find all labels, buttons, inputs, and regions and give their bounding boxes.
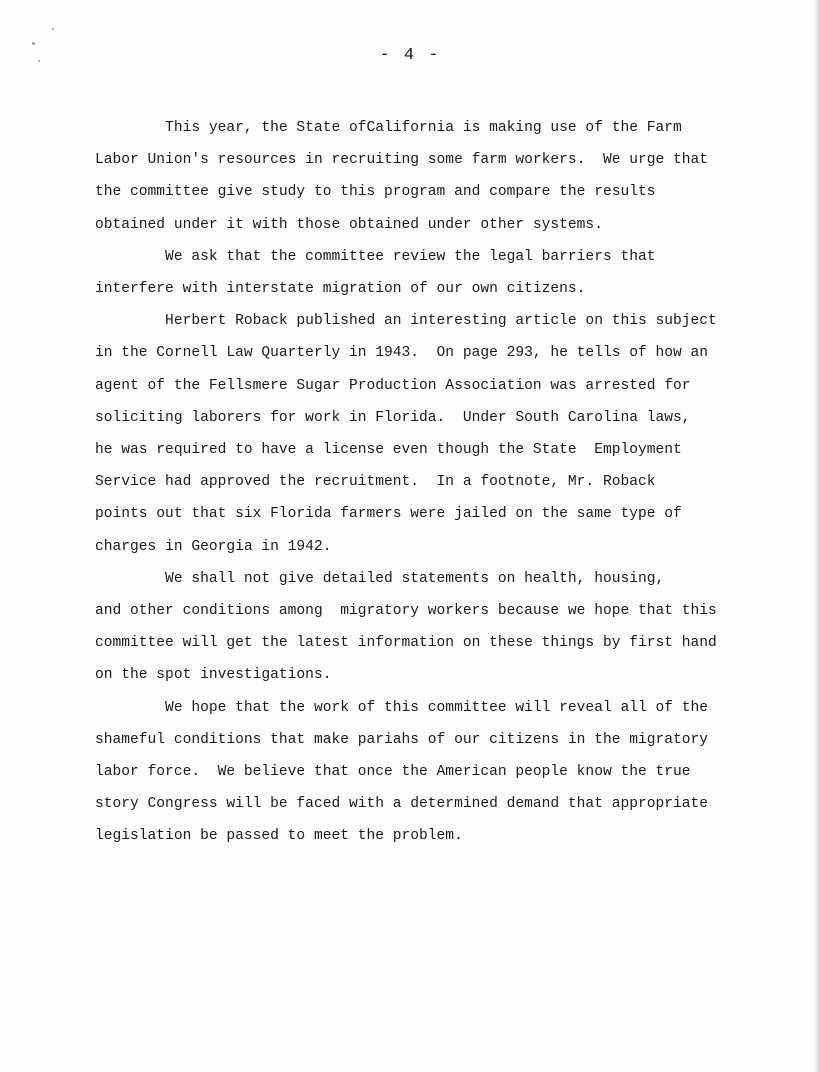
text-line: We shall not give detailed statements on health, housing, <box>95 570 665 587</box>
text-line: We hope that the work of this committee will reveal all of the <box>95 699 709 716</box>
text-line: in the Cornell Law Quarterly in 1943. On page 293, he tells of how an <box>95 345 709 362</box>
text-line: Service had approved the recruitment. In a footnote, Mr. Roback <box>95 474 656 491</box>
text-line: committee will get the latest information on these things by first hand <box>95 635 717 652</box>
text-line: shameful conditions that make pariahs of our citizens in the migratory <box>95 731 709 748</box>
text-line: story Congress will be faced with a determined demand that appropriate <box>95 796 709 813</box>
paper-speck <box>52 28 54 30</box>
text-line: interfere with interstate migration of our own citizens. <box>95 281 586 298</box>
text-line: the committee give study to this program and compare the results <box>95 184 656 201</box>
page-number: - 4 - <box>379 46 441 65</box>
text-line: he was required to have a license even though the State Employment <box>95 442 682 459</box>
text-line: agent of the Fellsmere Sugar Production Association was arrested for <box>95 377 691 394</box>
text-line: and other conditions among migratory workers because we hope that this <box>95 603 717 620</box>
text-line: We ask that the committee review the legal barriers that <box>95 248 656 265</box>
text-line: charges in Georgia in 1942. <box>95 538 332 555</box>
paper-speck <box>32 42 35 45</box>
text-line: labor force. We believe that once the American people know the true <box>95 764 691 781</box>
text-line: Labor Union's resources in recruiting some farm workers. We urge that <box>95 152 709 169</box>
text-line: soliciting laborers for work in Florida. Under South Carolina laws, <box>95 409 691 426</box>
text-line: points out that six Florida farmers were jailed on the same type of <box>95 506 682 523</box>
text-line: on the spot investigations. <box>95 667 332 684</box>
text-line: legislation be passed to meet the problem. <box>95 828 463 845</box>
text-line: Herbert Roback published an interesting article on this subject <box>95 313 717 330</box>
text-line: This year, the State ofCalifornia is making use of the Farm <box>95 120 682 136</box>
letter-body <box>95 112 785 853</box>
page-edge-shadow <box>814 0 820 1072</box>
text-line: obtained under it with those obtained under other systems. <box>95 216 603 233</box>
